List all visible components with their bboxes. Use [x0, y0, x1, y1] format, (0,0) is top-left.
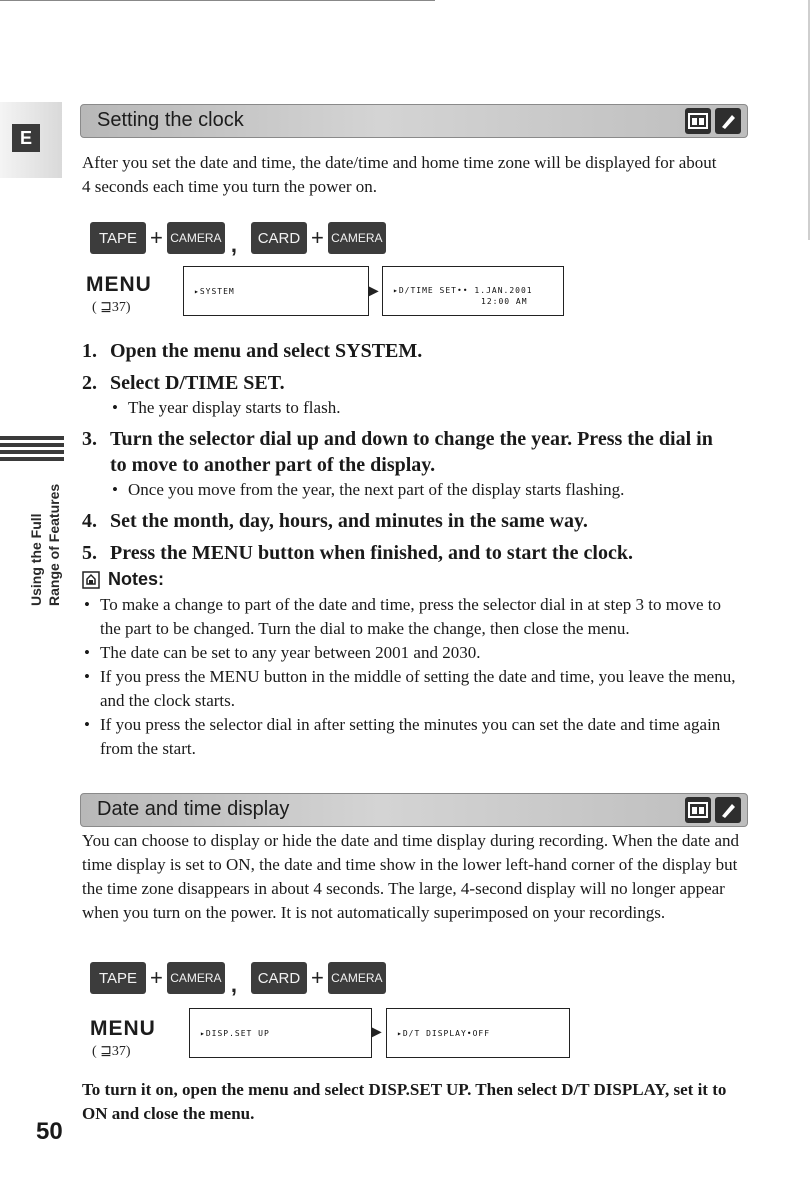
note-text: If you press the MENU button in the middle of setting the date and time, you leave the menu, and the clock starts.	[100, 667, 736, 710]
card-mode-button: CARD	[251, 222, 307, 254]
step-text: Turn the selector dial up and down to change the year. Press the dial in to move to another part of the display.	[110, 428, 713, 476]
step-1	[82, 338, 732, 364]
comma-separator: ,	[230, 972, 237, 997]
step-text: Select D/TIME SET.	[110, 372, 285, 394]
step-list	[82, 338, 732, 566]
step-number: 1.	[82, 340, 97, 362]
section-title: Setting the clock	[97, 109, 244, 131]
step-note-text: The year display starts to flash.	[128, 398, 341, 417]
menu-screen-line: ▸D/TIME SET•• 1.JAN.2001	[393, 286, 533, 295]
step-text: Open the menu and select SYSTEM.	[110, 340, 423, 362]
notes-heading	[82, 569, 164, 590]
notes-list	[84, 593, 744, 761]
page-number: 50	[36, 1118, 63, 1145]
section1-intro: After you set the date and time, the date/time and home time zone will be displayed for about 4 seconds each time you turn the power on.	[82, 153, 717, 196]
note-item: • The date can be set to any year between 2001 and 2030.	[84, 641, 744, 665]
language-tab-letter: E	[12, 124, 40, 152]
step-3-note: • Once you move from the year, the next part of the display starts flashing.	[82, 478, 732, 502]
step-text: Press the MENU button when finished, and to start the clock.	[110, 542, 633, 564]
side-label-line1: Using the Full	[28, 513, 44, 606]
section-header-setting-clock	[80, 104, 748, 138]
page-edge	[808, 0, 810, 240]
tape-mode-button: TAPE	[90, 222, 146, 254]
step-note-text: Once you move from the year, the next part of the display starts flashing.	[128, 480, 625, 499]
camera-mode-button: CAMERA	[328, 222, 386, 254]
comma-separator: ,	[230, 232, 237, 257]
section2-closing: To turn it on, open the menu and select DISP.SET UP. Then select D/T DISPLAY, set it to ON and close the menu.	[82, 1080, 727, 1123]
notes-icon	[82, 571, 100, 589]
page-reference: ( ⊒37)	[92, 1044, 131, 1059]
card-mode-icon	[715, 797, 741, 823]
note-text: If you press the selector dial in after setting the minutes you can set the date and time again from the start.	[100, 715, 721, 758]
mode-buttons-row-1	[90, 218, 386, 258]
note-item: • If you press the selector dial in after setting the minutes you can set the date and time again from the start.	[84, 713, 744, 761]
step-number: 2.	[82, 372, 97, 394]
side-label-line2: Range of Features	[46, 483, 62, 606]
plus-sign: +	[310, 225, 324, 250]
note-text: To make a change to part of the date and time, press the selector dial in at step 3 to move to the part to be changed. Turn the dial to make the change, then close the menu.	[100, 595, 721, 638]
step-4	[82, 508, 732, 534]
menu-screen-disp-set-up: ▸DISP.SET UP	[189, 1008, 372, 1058]
step-2-note: • The year display starts to flash.	[82, 396, 732, 420]
tape-mode-icon	[685, 108, 711, 134]
arrow-right-icon: ▶	[371, 1024, 382, 1040]
plus-sign: +	[150, 225, 163, 250]
note-item: • To make a change to part of the date and time, press the selector dial in at step 3 to move to the part to be changed. Turn the dial to make the change, then close the menu.	[84, 593, 744, 641]
card-mode-button: CARD	[251, 962, 307, 994]
arrow-right-icon: ▶	[368, 283, 379, 299]
plus-sign: +	[310, 965, 324, 990]
step-number: 3.	[82, 428, 97, 450]
menu-screen-system: ▸SYSTEM	[183, 266, 369, 316]
step-number: 5.	[82, 542, 97, 564]
card-mode-icon	[715, 108, 741, 134]
section2-intro: You can choose to display or hide the date and time display during recording. When the date and time display is set to ON, the date and time show in the lower left-hand corner of the display but the time zone disappears in about 4 seconds. The large, 4-second display will no longer appear when you turn on the power. It is not automatically superimposed on your recordings.	[82, 831, 740, 922]
menu-label: MENU	[90, 1017, 156, 1040]
camera-mode-button: CAMERA	[167, 222, 225, 254]
section-header-date-time-display	[80, 793, 748, 827]
tape-mode-button: TAPE	[90, 962, 146, 994]
camera-mode-button: CAMERA	[328, 962, 386, 994]
step-text: Set the month, day, hours, and minutes in the same way.	[110, 510, 588, 532]
side-marker-lines	[0, 436, 64, 464]
step-2	[82, 370, 732, 396]
section-title: Date and time display	[97, 798, 290, 820]
page-reference: ( ⊒37)	[92, 300, 131, 315]
camera-mode-button: CAMERA	[167, 962, 225, 994]
note-text: The date can be set to any year between 2001 and 2030.	[100, 643, 481, 662]
plus-sign: +	[150, 965, 163, 990]
step-number: 4.	[82, 510, 97, 532]
note-item: • If you press the MENU button in the middle of setting the date and time, you leave the menu, and the clock starts.	[84, 665, 744, 713]
menu-screen-line: 12:00 AM	[481, 297, 528, 306]
step-3	[82, 426, 732, 478]
top-rule	[0, 0, 435, 1]
menu-label: MENU	[86, 273, 152, 296]
mode-buttons-row-2	[90, 958, 386, 998]
notes-title: Notes:	[108, 569, 165, 589]
step-5	[82, 540, 732, 566]
menu-screen-dt-display: ▸D/T DISPLAY•OFF	[386, 1008, 570, 1058]
tape-mode-icon	[685, 797, 711, 823]
menu-screen-dtime-set	[382, 266, 564, 316]
